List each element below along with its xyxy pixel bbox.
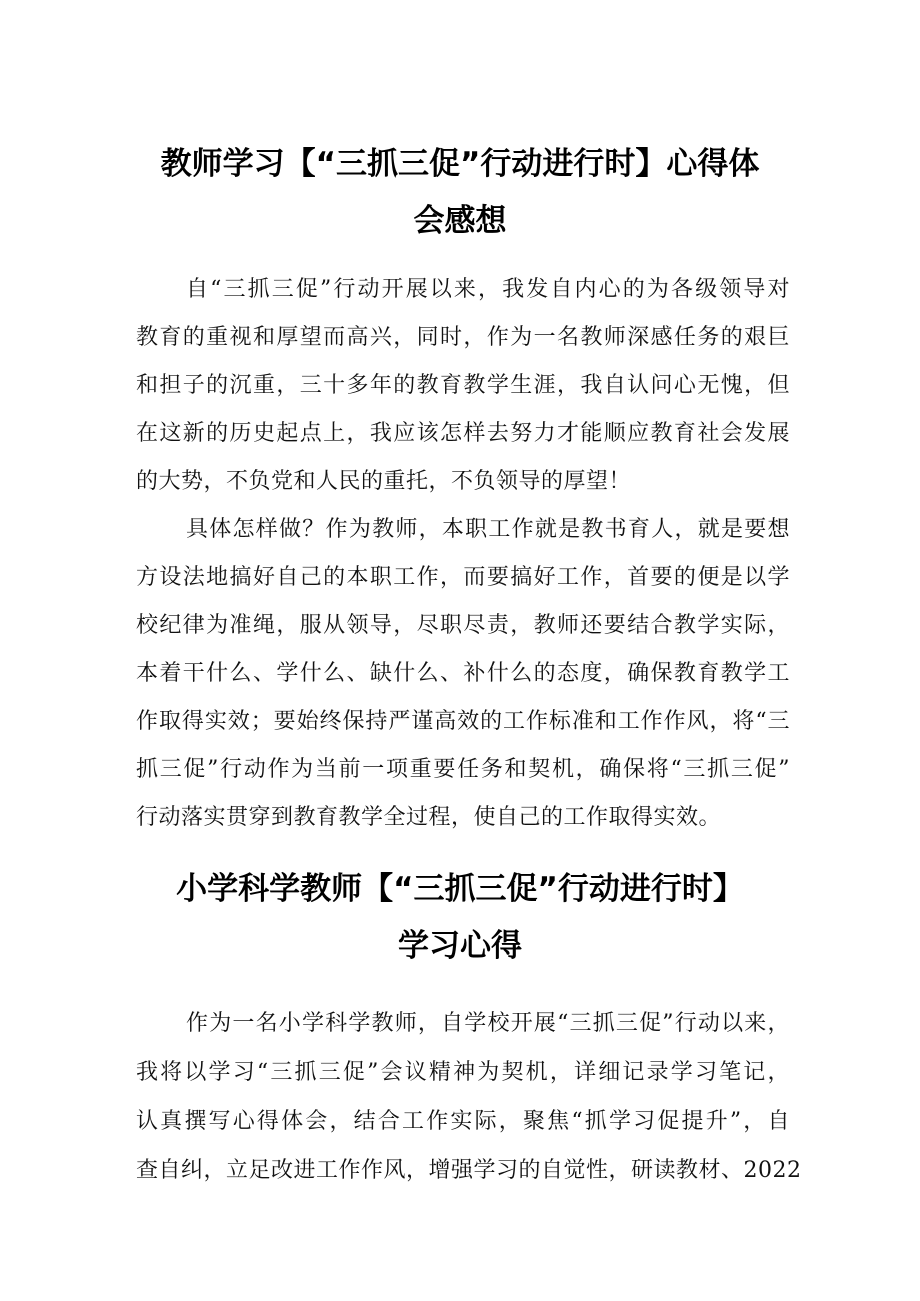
article1-title-line-2: 会感想 xyxy=(413,203,507,239)
text-line: 方设法地搞好自己的本职工作，而要搞好工作，首要的便是以学 xyxy=(136,565,790,590)
text-line: 行动落实贯穿到教育教学全过程，使自己的工作取得实效。 xyxy=(136,805,722,830)
article1-title-line-1: 教师学习【“三抓三促”行动进行时】心得体 xyxy=(160,146,760,182)
text-line: 本着干什么、学什么、缺什么、补什么的态度，确保教育教学工 xyxy=(136,661,790,686)
article1-title xyxy=(100,136,820,250)
article2-title xyxy=(100,861,820,975)
article2-title-line-1: 小学科学教师【“三抓三促”行动进行时】 xyxy=(176,871,744,907)
text-line: 教育的重视和厚望而高兴，同时，作为一名教师深感任务的艰巨 xyxy=(136,325,790,350)
text-line: 抓三促”行动作为当前一项重要任务和契机，确保将“三抓三促” xyxy=(136,757,790,782)
text-line: 查自纠，立足改进工作作风，增强学习的自觉性，研读教材、2022 xyxy=(136,1158,802,1183)
text-line: 和担子的沉重，三十多年的教育教学生涯，我自认问心无愧，但 xyxy=(136,373,790,398)
text-line: 具体怎样做？作为教师，本职工作就是教书育人，就是要想 xyxy=(186,517,790,542)
text-line: 我将以学习“三抓三促”会议精神为契机，详细记录学习笔记， xyxy=(136,1060,790,1085)
article2-title-line-2: 学习心得 xyxy=(398,928,522,964)
text-line: 作取得实效；要始终保持严谨高效的工作标准和工作作风，将“三 xyxy=(136,709,790,734)
text-line: 作为一名小学科学教师，自学校开展“三抓三促”行动以来， xyxy=(186,1011,790,1036)
text-line: 认真撰写心得体会，结合工作实际，聚焦“抓学习促提升”，自 xyxy=(136,1109,790,1134)
text-line: 自“三抓三促”行动开展以来，我发自内心的为各级领导对 xyxy=(186,277,790,302)
text-line: 的大势，不负党和人民的重托，不负领导的厚望！ xyxy=(136,469,632,494)
text-line: 校纪律为准绳，服从领导，尽职尽责，教师还要结合教学实际， xyxy=(136,613,790,638)
text-line: 在这新的历史起点上，我应该怎样去努力才能顺应教育社会发展 xyxy=(136,421,790,446)
